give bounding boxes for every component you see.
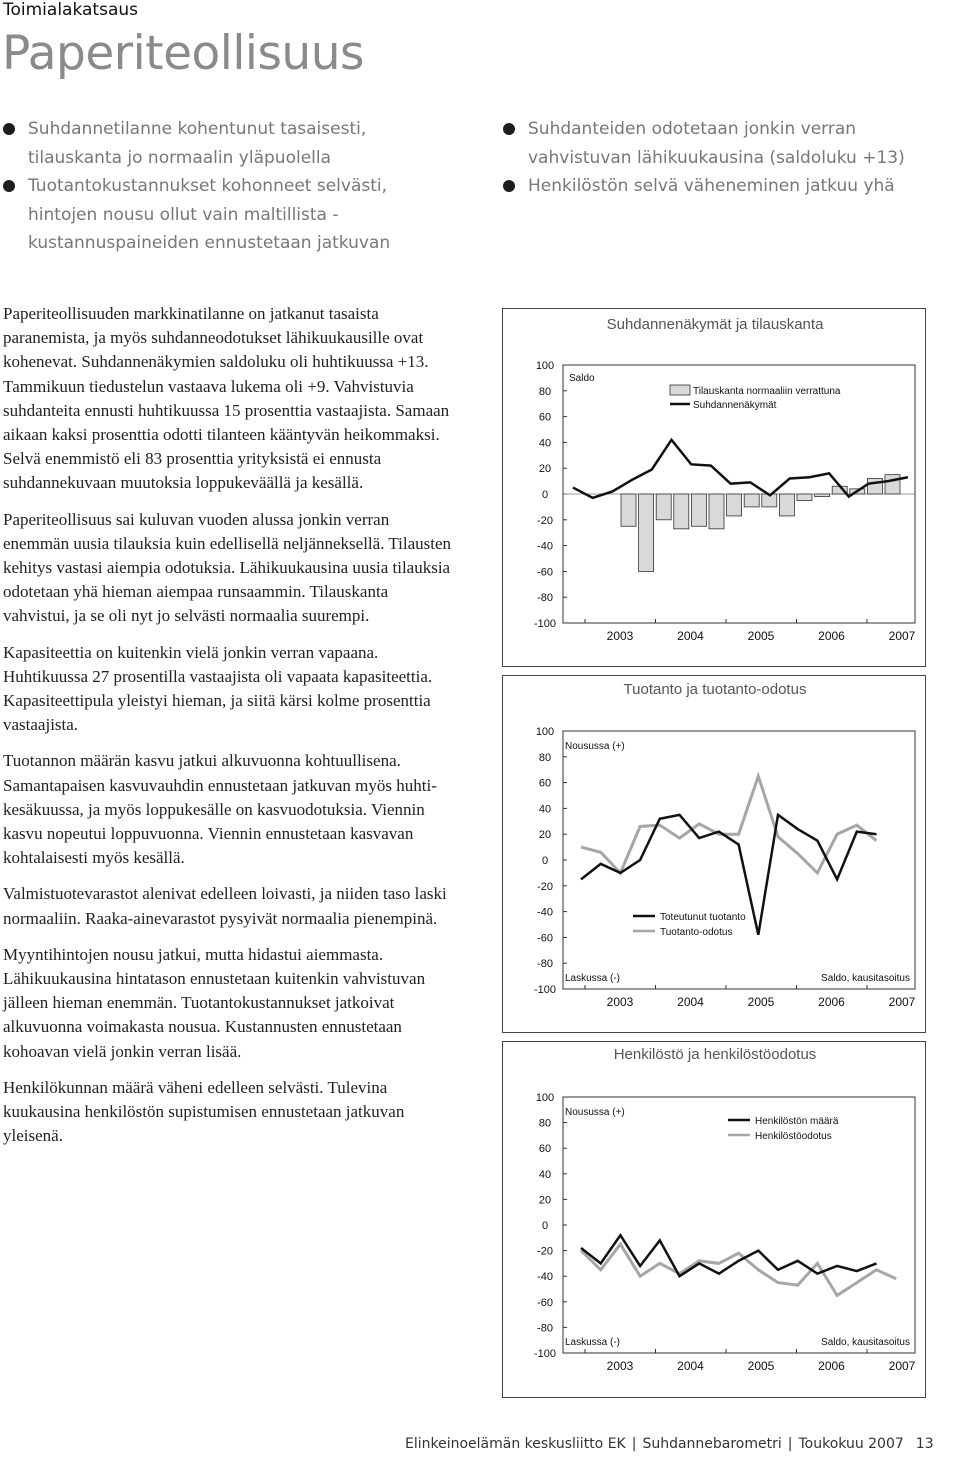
chart-top-label: Nousussa (+) — [565, 741, 625, 752]
paragraph: Kapasiteettia on kuitenkin vielä jonkin verran vapaana. Huhtikuussa 27 prosentilla vastaajista oli vapaata kapasiteettia. Kapasiteettipula yleistyi hieman, ja siitä kärsi kolme prosenttia vastaajista. — [3, 642, 433, 735]
chart-title: Henkilöstö ja henkilöstöodotus — [613, 1046, 817, 1063]
chart-corner-label: Saldo — [569, 373, 595, 384]
y-tick-label: -100 — [533, 618, 557, 630]
y-tick-label: -60 — [537, 1296, 553, 1309]
y-tick-label: -80 — [537, 592, 553, 605]
highlights-right — [503, 115, 958, 201]
footer-separator: | — [787, 1436, 793, 1452]
chart-bottom-left-label: Laskussa (-) — [565, 1337, 621, 1348]
bar — [779, 494, 794, 516]
plot-frame — [563, 731, 915, 989]
x-tick-label: 2007 — [888, 629, 916, 643]
footer-separator: | — [631, 1436, 637, 1452]
y-tick-label: -40 — [537, 540, 553, 553]
chart-svg — [503, 676, 925, 1032]
legend-label: Henkilöstöodotus — [755, 1131, 832, 1142]
chart-svg — [503, 309, 925, 666]
highlight-text: Suhdanteiden odotetaan jonkin verran vahvistuvan lähikuukausina (saldoluku +13) — [528, 119, 905, 168]
y-tick-label: 80 — [538, 1117, 552, 1130]
y-tick-label: 60 — [538, 411, 552, 424]
highlight-text: Henkilöstön selvä väheneminen jatkuu yhä — [528, 176, 895, 196]
highlight-item — [503, 172, 958, 201]
bar — [691, 494, 706, 526]
series-line-forecast — [581, 776, 877, 873]
legend-label: Suhdannenäkymät — [693, 400, 777, 411]
bar — [815, 494, 830, 497]
x-tick-label: 2006 — [818, 629, 845, 643]
bullet-icon — [503, 123, 515, 135]
chart-top-label: Nousussa (+) — [565, 1107, 625, 1118]
bullet-icon — [3, 123, 15, 135]
y-tick-label: 0 — [541, 855, 549, 867]
x-tick-label: 2005 — [747, 1359, 775, 1373]
x-tick-label: 2007 — [888, 1359, 916, 1373]
highlight-item — [503, 115, 958, 172]
x-tick-label: 2004 — [677, 995, 704, 1009]
highlight-text: Suhdannetilanne kohentunut tasaisesti, tilauskanta jo normaalin yläpuolella — [28, 119, 367, 168]
y-tick-label: 20 — [538, 463, 552, 476]
y-tick-label: -40 — [537, 1271, 553, 1284]
x-tick-label: 2004 — [677, 629, 704, 643]
x-tick-label: 2003 — [606, 629, 634, 643]
chart-title: Tuotanto ja tuotanto-odotus — [623, 681, 807, 698]
chart-bottom-left-label: Laskussa (-) — [565, 973, 621, 984]
paragraph: Tuotannon määrän kasvu jatkui alkuvuonna kohtuullisena. Samantapaisen kasvuvauhdin ennustetaan jatkuvan myös huhti-kesäkuussa, ja myös loppukesälle on kasvuodotuksia. Viennin kasvu nopeutui loppuvuonna. Viennin ennustetaan kasvavan kohtalaisesti myös kesällä. — [3, 751, 437, 868]
y-tick-label: -20 — [537, 514, 553, 527]
page-footer — [405, 1436, 934, 1452]
legend-swatch — [670, 385, 690, 395]
highlights-left — [3, 115, 443, 258]
y-tick-label: 60 — [538, 777, 552, 790]
legend-label: Tilauskanta normaaliin verrattuna — [693, 386, 841, 397]
paragraph: Henkilökunnan määrä väheni edelleen selvästi. Tulevina kuukausina henkilöstön supistumisen ennustetaan jatkuvan yleisenä. — [3, 1077, 405, 1146]
footer-org: Elinkeinoelämän keskusliitto EK — [405, 1436, 626, 1452]
bar — [885, 475, 900, 494]
bar — [867, 479, 882, 494]
y-tick-label: -80 — [537, 1322, 553, 1335]
y-tick-label: 80 — [538, 751, 552, 764]
legend-label: Henkilöstön määrä — [755, 1116, 839, 1127]
y-tick-label: 20 — [538, 829, 552, 842]
bar — [744, 494, 759, 507]
x-tick-label: 2006 — [818, 1359, 845, 1373]
bar — [797, 494, 812, 500]
bar — [639, 494, 654, 571]
y-tick-label: -80 — [537, 958, 553, 971]
paragraph: Paperiteollisuuden markkinatilanne on jatkanut tasaista paranemista, ja myös suhdanneodotukset lähikuukausille ovat kohenevat. Suhdannenäkymien saldoluku oli huhtikuussa +13. Tammikuun tiedustelun vastaava lukema oli +9. Vahvistuvia suhdanteita ennusti huhtikuussa 15 prosenttia vastaajista. Samaan aikaan kaksi prosenttia odotti tilanteen kääntyvän heikommaksi. Selvä enemmistö eli 83 prosenttia yrityksistä ei ennusta suhdannekuvaan muutoksia loppukeväällä ja kesällä. — [3, 304, 450, 493]
article-body — [3, 302, 455, 1161]
chart-bottom-right-label: Saldo, kausitasoitus — [821, 973, 910, 984]
bullet-icon — [3, 180, 15, 192]
x-tick-label: 2006 — [818, 995, 845, 1009]
y-tick-label: 0 — [541, 489, 549, 501]
footer-publication: Suhdannebarometri — [642, 1436, 782, 1452]
x-tick-label: 2007 — [888, 995, 916, 1009]
x-tick-label: 2004 — [677, 1359, 704, 1373]
y-tick-label: 40 — [538, 1168, 552, 1181]
y-tick-label: -60 — [537, 932, 553, 945]
legend-label: Toteutunut tuotanto — [660, 912, 746, 923]
y-tick-label: -60 — [537, 566, 553, 579]
chart-personnel — [502, 1041, 926, 1398]
paragraph: Paperiteollisuus sai kuluvan vuoden alussa jonkin verran enemmän uusia tilauksia kuin edellisellä neljänneksellä. Tilausten kehitys vastasi aiempia odotuksia. Lähikuukausina uusia tilauksia odotetaan yhä hieman aiempaa runsaammin. Tilauskanta vahvistui, ja se oli nyt jo selvästi normaalia suurempi. — [3, 509, 452, 626]
y-tick-label: 60 — [538, 1143, 552, 1156]
bar — [727, 494, 742, 516]
highlight-item — [3, 115, 443, 172]
footer-page-number: 13 — [915, 1436, 934, 1452]
x-tick-label: 2003 — [606, 1359, 634, 1373]
y-tick-label: 100 — [535, 726, 555, 738]
highlight-text: Tuotantokustannukset kohonneet selvästi, hintojen nousu ollut vain maltillista - kustannuspaineiden ennustetaan jatkuvan — [28, 176, 391, 253]
x-tick-label: 2005 — [747, 629, 775, 643]
y-tick-label: -40 — [537, 906, 553, 919]
bar — [674, 494, 689, 529]
paragraph: Valmistuotevarastot alenivat edelleen loivasti, ja niiden taso laski normaaliin. Raaka-ainevarastot pysyivät normaalia pienempinä. — [3, 884, 447, 928]
highlight-item — [3, 172, 443, 258]
y-tick-label: -100 — [533, 984, 557, 996]
y-tick-label: -100 — [533, 1348, 557, 1360]
series-line-actual — [581, 1235, 877, 1276]
chart-bottom-right-label: Saldo, kausitasoitus — [821, 1337, 910, 1348]
y-tick-label: 80 — [538, 385, 552, 398]
y-tick-label: -20 — [537, 880, 553, 893]
paragraph: Myyntihintojen nousu jatkui, mutta hidastui aiemmasta. Lähikuukausina hintatason ennustetaan kuitenkin vahvistuvan jälleen hieman enemmän. Tuotantokustannukset jatkoivat alkuvuonna voimakasta nousua. Kustannusten ennustetaan kohoavan vielä jonkin verran lisää. — [3, 944, 426, 1061]
footer-date: Toukokuu 2007 — [798, 1436, 904, 1452]
y-tick-label: -20 — [537, 1245, 553, 1258]
chart-production — [502, 675, 926, 1033]
page-title: Paperiteollisuus — [2, 26, 364, 81]
legend-label: Tuotanto-odotus — [660, 927, 733, 938]
y-tick-label: 100 — [535, 360, 555, 372]
bar — [656, 494, 671, 520]
chart-svg — [503, 1042, 925, 1397]
bar — [621, 494, 636, 526]
bullet-icon — [503, 180, 515, 192]
section-label: Toimialakatsaus — [3, 0, 138, 20]
chart-outlook-orders — [502, 308, 926, 667]
y-tick-label: 40 — [538, 803, 552, 816]
y-tick-label: 20 — [538, 1194, 552, 1207]
bar — [709, 494, 724, 529]
x-tick-label: 2003 — [606, 995, 634, 1009]
chart-title: Suhdannenäkymät ja tilauskanta — [606, 316, 824, 333]
y-tick-label: 0 — [541, 1220, 549, 1232]
x-tick-label: 2005 — [747, 995, 775, 1009]
y-tick-label: 40 — [538, 437, 552, 450]
y-tick-label: 100 — [535, 1092, 555, 1104]
